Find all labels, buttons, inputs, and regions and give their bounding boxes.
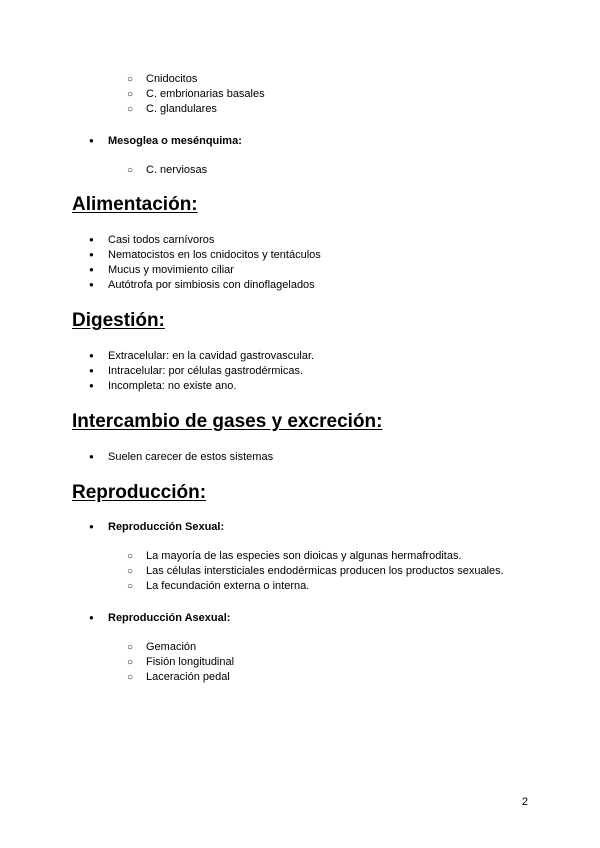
- circle-bullet-icon: ○: [127, 165, 134, 176]
- circle-bullet-icon: ○: [127, 657, 134, 668]
- list-item: ○ La mayoría de las especies son dioicas y algunas hermafroditas.: [127, 550, 462, 562]
- list-item: ○ C. nerviosas: [127, 164, 208, 176]
- disc-bullet-icon: ●: [89, 136, 94, 145]
- heading-reproduccion: Reproducción:: [72, 482, 207, 503]
- heading-alimentacion: Alimentación:: [72, 194, 198, 215]
- heading-digestion: Digestión:: [72, 310, 165, 331]
- mesoglea-item: ● Mesoglea o mesénquima:: [89, 135, 242, 147]
- list-item: ○ La fecundación externa o interna.: [127, 580, 310, 592]
- list-item: ○ C. embrionarias basales: [127, 88, 265, 100]
- heading-intercambio: Intercambio de gases y excreción:: [72, 411, 383, 432]
- circle-bullet-icon: ○: [127, 581, 134, 592]
- disc-bullet-icon: ●: [89, 381, 94, 390]
- circle-bullet-icon: ○: [127, 74, 134, 85]
- disc-bullet-icon: ●: [89, 366, 94, 375]
- disc-bullet-icon: ●: [89, 613, 94, 622]
- list-item: ● Incompleta: no existe ano.: [89, 380, 237, 392]
- list-item: ○ Laceración pedal: [127, 671, 230, 683]
- list-item: ● Intracelular: por células gastrodérmicas.: [89, 365, 304, 377]
- list-item: ● Mucus y movimiento ciliar: [89, 264, 234, 276]
- circle-bullet-icon: ○: [127, 672, 134, 683]
- disc-bullet-icon: ●: [89, 452, 94, 461]
- list-item: ○ Cnidocitos: [127, 73, 198, 85]
- disc-bullet-icon: ●: [89, 235, 94, 244]
- list-item: ● Extracelular: en la cavidad gastrovascular.: [89, 350, 315, 362]
- disc-bullet-icon: ●: [89, 250, 94, 259]
- circle-bullet-icon: ○: [127, 642, 134, 653]
- circle-bullet-icon: ○: [127, 566, 134, 577]
- circle-bullet-icon: ○: [127, 89, 134, 100]
- list-item: ● Suelen carecer de estos sistemas: [89, 451, 274, 463]
- disc-bullet-icon: ●: [89, 265, 94, 274]
- list-item: ○ Fisión longitudinal: [127, 656, 235, 668]
- circle-bullet-icon: ○: [127, 551, 134, 562]
- list-item: ● Autótrofa por simbiosis con dinoflagelados: [89, 279, 315, 291]
- reproduccion-asexual-item: ● Reproducción Asexual:: [89, 612, 231, 624]
- list-item: ○ Las células intersticiales endodérmicas producen los productos sexuales.: [127, 565, 504, 577]
- reproduccion-sexual-item: ● Reproducción Sexual:: [89, 521, 225, 533]
- circle-bullet-icon: ○: [127, 104, 134, 115]
- page-number: 2: [521, 796, 528, 808]
- list-item: ○ Gemación: [127, 641, 197, 653]
- disc-bullet-icon: ●: [89, 351, 94, 360]
- list-item: ● Nematocistos en los cnidocitos y tentáculos: [89, 249, 321, 261]
- disc-bullet-icon: ●: [89, 280, 94, 289]
- disc-bullet-icon: ●: [89, 522, 94, 531]
- list-item: ○ C. glandulares: [127, 103, 217, 115]
- list-item: ● Casi todos carnívoros: [89, 234, 215, 246]
